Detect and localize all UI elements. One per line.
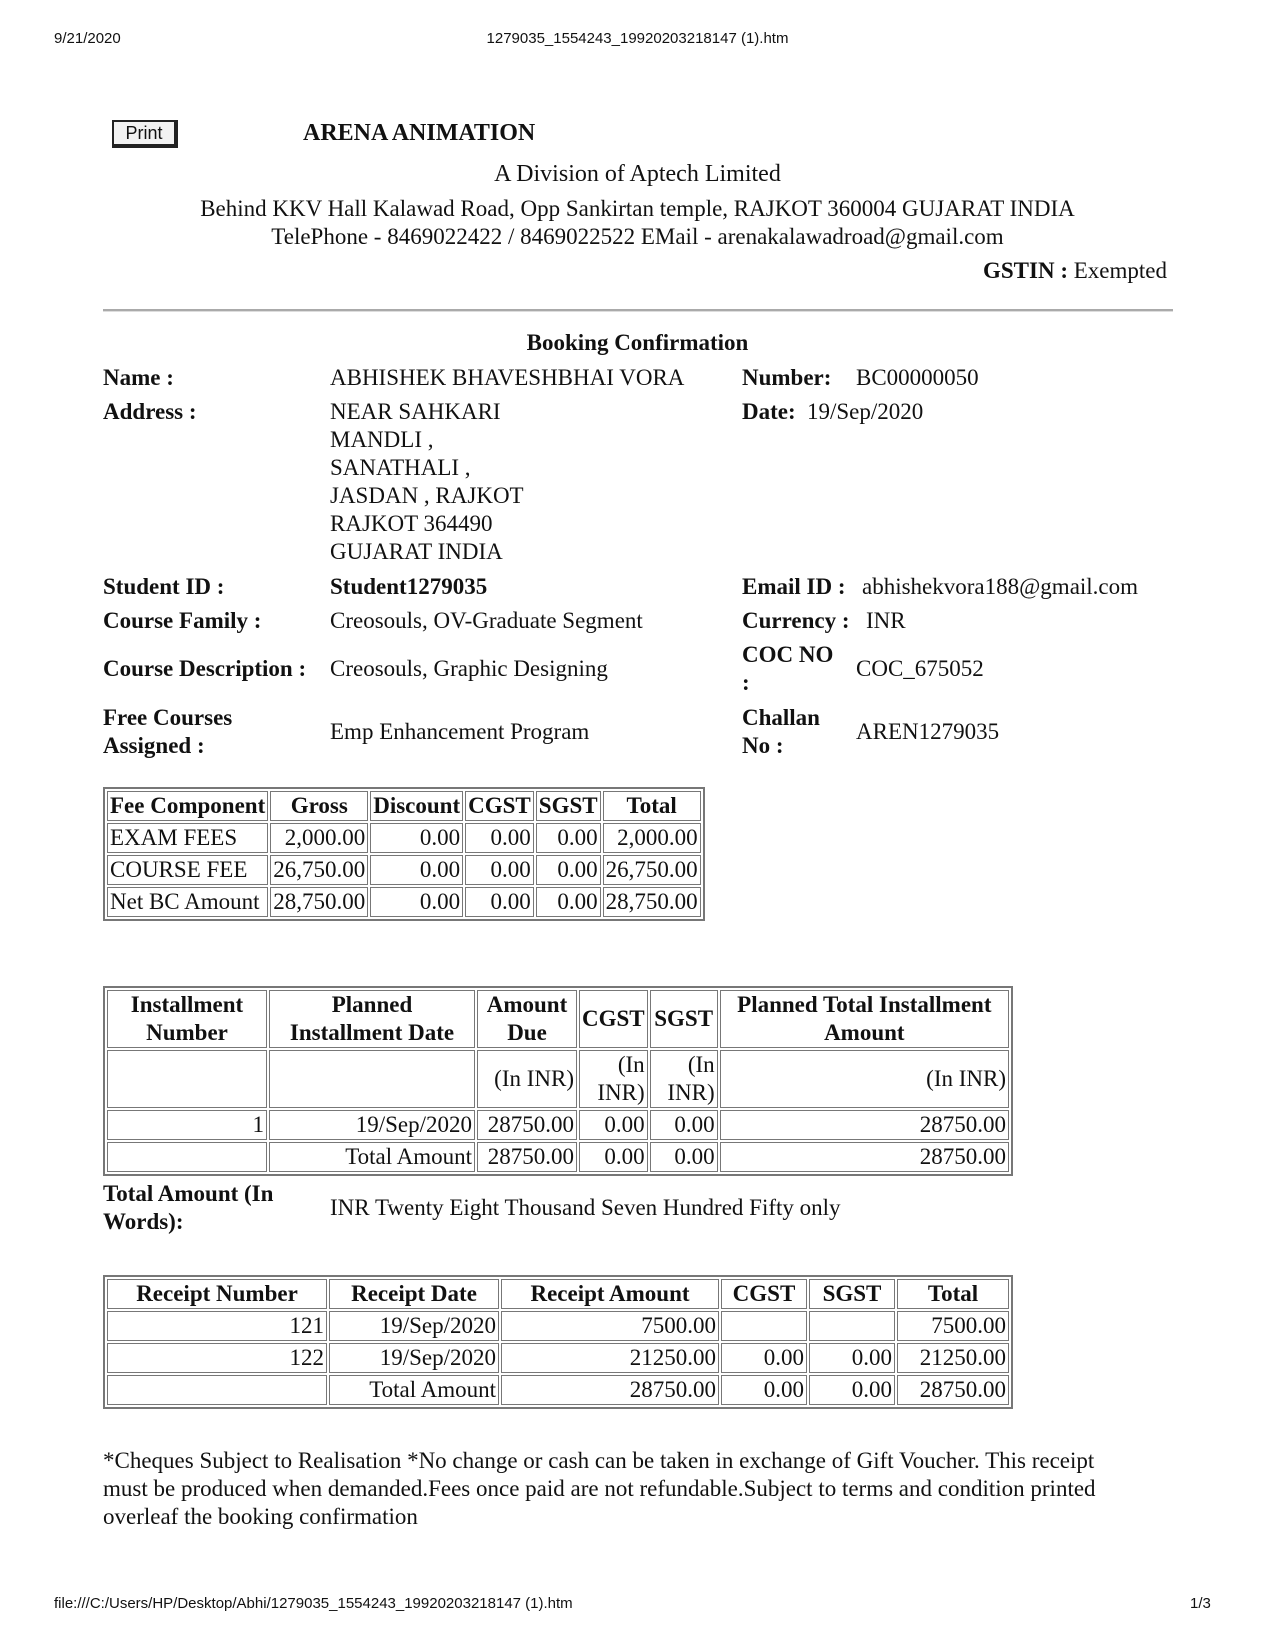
table-cell: 0.00 <box>650 1110 718 1140</box>
date-value: 19/Sep/2020 <box>807 399 924 424</box>
number-value: BC00000050 <box>856 365 979 390</box>
installment-date-header <box>269 990 475 1048</box>
unit-cell <box>650 1050 718 1108</box>
table-cell: 0.00 <box>579 1110 648 1140</box>
table-row <box>107 1311 1009 1341</box>
installment-table <box>103 986 1013 1176</box>
table-cell: 0.00 <box>370 855 463 885</box>
table-cell: 0.00 <box>650 1142 718 1172</box>
table-cell: 2,000.00 <box>603 823 701 853</box>
table-row <box>107 1110 1009 1140</box>
print-header-title: 1279035_1554243_19920203218147 (1).htm <box>486 30 789 47</box>
header-line: Planned <box>331 992 413 1017</box>
words-label-line: Total Amount (In <box>103 1181 274 1206</box>
course-family-label: Course Family : <box>103 608 262 633</box>
table-cell: 19/Sep/2020 <box>269 1110 475 1140</box>
receipt-col-header: Receipt Number <box>107 1279 327 1309</box>
table-row <box>107 823 701 853</box>
table-cell: 7500.00 <box>501 1311 719 1341</box>
company-name: ARENA ANIMATION <box>303 120 536 146</box>
header-divider <box>103 309 1173 312</box>
table-cell: 21250.00 <box>501 1343 719 1373</box>
table-cell: 0.00 <box>809 1375 895 1405</box>
terms-note: *Cheques Subject to Realisation *No change or cash can be taken in exchange of Gift Voucher. This receipt must be produced when demanded.Fees once paid are not refundable.Subject to terms and condition printed overleaf the booking confirmation <box>103 1448 1096 1529</box>
doc-title: Booking Confirmation <box>526 330 749 355</box>
unit-line: (In <box>687 1052 715 1077</box>
print-footer-page: 1/3 <box>1190 1595 1211 1612</box>
table-cell: 28750.00 <box>477 1142 577 1172</box>
words-label <box>103 1180 273 1236</box>
gstin-value: Exempted <box>1073 258 1167 283</box>
table-cell <box>269 1050 475 1108</box>
table-cell: 7500.00 <box>897 1311 1009 1341</box>
table-cell: 0.00 <box>465 823 534 853</box>
fee-col-header: Total <box>603 791 701 821</box>
table-cell: 121 <box>107 1311 327 1341</box>
number-label: Number: <box>742 365 832 390</box>
table-row <box>107 1142 1009 1172</box>
coc-value: COC_675052 <box>856 656 984 681</box>
address-line: SANATHALI , <box>330 455 471 480</box>
table-cell: 28750.00 <box>477 1110 577 1140</box>
student-id-value: Student1279035 <box>330 574 488 599</box>
words-value: INR Twenty Eight Thousand Seven Hundred Fifty only <box>330 1195 841 1220</box>
company-address: Behind KKV Hall Kalawad Road, Opp Sankirtan temple, RAJKOT 360004 GUJARAT INDIA <box>200 196 1075 221</box>
gstin <box>983 258 1167 284</box>
address-line: NEAR SAHKARI <box>330 399 501 424</box>
coc-label-line: : <box>742 670 750 695</box>
challan-label-line: No : <box>742 733 784 758</box>
unit-line: INR) <box>667 1080 715 1105</box>
table-row <box>107 1375 1009 1405</box>
table-cell: 28750.00 <box>501 1375 719 1405</box>
table-cell: 28750.00 <box>897 1375 1009 1405</box>
header-line: Number <box>146 1020 228 1045</box>
amount-due-header <box>477 990 577 1048</box>
student-id-label: Student ID : <box>103 574 225 599</box>
header-line: Amount <box>486 992 568 1017</box>
header-line: Installment <box>130 992 244 1017</box>
free-courses-label <box>103 704 232 760</box>
name-value: ABHISHEK BHAVESHBHAI VORA <box>330 365 685 390</box>
table-cell: 0.00 <box>465 855 534 885</box>
table-cell: 28750.00 <box>720 1110 1009 1140</box>
address-line: GUJARAT INDIA <box>330 539 503 564</box>
free-courses-label-line: Assigned : <box>103 733 205 758</box>
table-cell: 21250.00 <box>897 1343 1009 1373</box>
table-cell: 0.00 <box>809 1343 895 1373</box>
table-cell: 0.00 <box>721 1343 807 1373</box>
currency-label: Currency : <box>742 608 850 633</box>
table-cell: 19/Sep/2020 <box>329 1343 499 1373</box>
table-cell: 0.00 <box>536 887 601 917</box>
header-line: Amount <box>824 1020 905 1045</box>
header-line: Due <box>507 1020 547 1045</box>
table-row <box>107 855 701 885</box>
table-cell: 0.00 <box>536 823 601 853</box>
table-cell <box>721 1311 807 1341</box>
print-header-date: 9/21/2020 <box>54 30 121 47</box>
table-cell: 0.00 <box>370 887 463 917</box>
table-cell: COURSE FEE <box>107 855 268 885</box>
receipt-col-header: SGST <box>809 1279 895 1309</box>
email-label: Email ID : <box>742 574 846 599</box>
table-cell: 26,750.00 <box>603 855 701 885</box>
fee-col-header: Discount <box>370 791 463 821</box>
address-value <box>330 398 524 566</box>
table-cell: 28750.00 <box>720 1142 1009 1172</box>
table-cell: 0.00 <box>465 887 534 917</box>
address-line: RAJKOT 364490 <box>330 511 493 536</box>
unit-cell: (In INR) <box>720 1050 1009 1108</box>
fee-table <box>103 787 705 921</box>
name-label: Name : <box>103 365 174 390</box>
fee-col-header: SGST <box>536 791 601 821</box>
address-label: Address : <box>103 399 197 424</box>
table-cell: Total Amount <box>329 1375 499 1405</box>
table-cell: 0.00 <box>536 855 601 885</box>
table-unit-row <box>107 1050 1009 1108</box>
challan-label <box>742 704 820 760</box>
course-family-value: Creosouls, OV-Graduate Segment <box>330 608 643 633</box>
receipt-table <box>103 1275 1013 1409</box>
header-line: Planned Total Installment <box>737 992 992 1017</box>
table-header-row <box>107 990 1009 1048</box>
table-cell: 0.00 <box>370 823 463 853</box>
free-courses-value: Emp Enhancement Program <box>330 719 590 744</box>
print-button[interactable]: Print <box>112 120 178 148</box>
unit-line: INR) <box>597 1080 645 1105</box>
planned-total-header <box>720 990 1009 1048</box>
date-label: Date: <box>742 399 796 424</box>
sgst-header: SGST <box>650 990 718 1048</box>
challan-value: AREN1279035 <box>856 719 1000 744</box>
header-line: Installment Date <box>289 1020 455 1045</box>
table-cell: EXAM FEES <box>107 823 268 853</box>
currency-value: INR <box>866 608 906 633</box>
table-cell <box>107 1142 267 1172</box>
course-desc-label: Course Description : <box>103 656 307 681</box>
table-row <box>107 887 701 917</box>
table-cell: 0.00 <box>721 1375 807 1405</box>
table-cell: 26,750.00 <box>270 855 368 885</box>
free-courses-label-line: Free Courses <box>103 705 233 730</box>
table-cell: 1 <box>107 1110 267 1140</box>
fee-col-header: Gross <box>270 791 368 821</box>
table-header-row <box>107 791 701 821</box>
coc-label <box>742 641 833 697</box>
table-header-row <box>107 1279 1009 1309</box>
table-cell: 122 <box>107 1343 327 1373</box>
company-contact: TelePhone - 8469022422 / 8469022522 EMail - arenakalawadroad@gmail.com <box>271 224 1004 249</box>
table-row <box>107 1343 1009 1373</box>
print-footer-path: file:///C:/Users/HP/Desktop/Abhi/1279035_1554243_19920203218147 (1).htm <box>54 1595 573 1612</box>
address-line: MANDLI , <box>330 427 434 452</box>
table-cell <box>107 1050 267 1108</box>
table-cell <box>809 1311 895 1341</box>
gstin-label: GSTIN : <box>983 258 1068 283</box>
table-cell: 28,750.00 <box>603 887 701 917</box>
words-label-line: Words): <box>103 1209 184 1234</box>
unit-cell: (In INR) <box>477 1050 577 1108</box>
unit-cell <box>579 1050 648 1108</box>
receipt-col-header: Receipt Date <box>329 1279 499 1309</box>
address-line: JASDAN , RAJKOT <box>330 483 524 508</box>
cgst-header: CGST <box>579 990 648 1048</box>
receipt-col-header: Receipt Amount <box>501 1279 719 1309</box>
table-cell: 2,000.00 <box>270 823 368 853</box>
table-cell: Total Amount <box>269 1142 475 1172</box>
table-cell: 28,750.00 <box>270 887 368 917</box>
installment-number-header <box>107 990 267 1048</box>
table-cell: 0.00 <box>579 1142 648 1172</box>
table-cell <box>107 1375 327 1405</box>
coc-label-line: COC NO <box>742 642 834 667</box>
email-value: abhishekvora188@gmail.com <box>862 574 1139 599</box>
table-cell: Net BC Amount <box>107 887 268 917</box>
course-desc-value: Creosouls, Graphic Designing <box>330 656 608 681</box>
fee-col-header: Fee Component <box>107 791 268 821</box>
receipt-col-header: CGST <box>721 1279 807 1309</box>
unit-line: (In <box>617 1052 645 1077</box>
challan-label-line: Challan <box>742 705 820 730</box>
table-cell: 19/Sep/2020 <box>329 1311 499 1341</box>
company-division: A Division of Aptech Limited <box>494 161 781 187</box>
fee-col-header: CGST <box>465 791 534 821</box>
receipt-col-header: Total <box>897 1279 1009 1309</box>
